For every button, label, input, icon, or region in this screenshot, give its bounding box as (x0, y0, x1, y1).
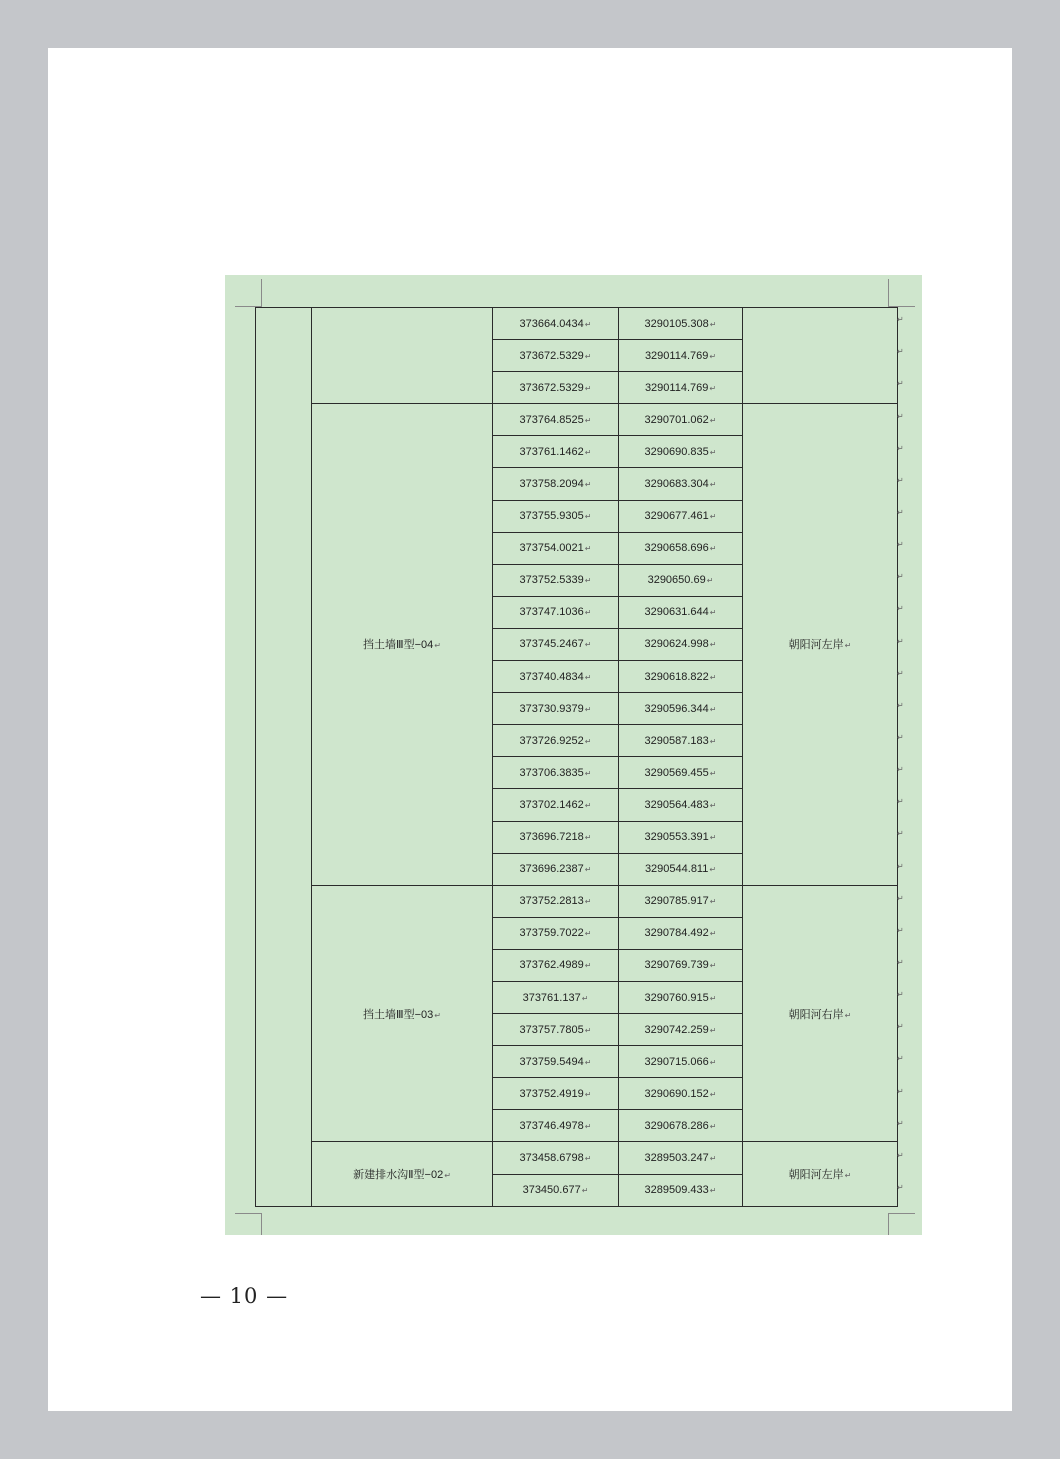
row-end-mark: ↵ (897, 861, 904, 871)
coordinate-table (255, 307, 898, 1207)
y-coordinate: 3290658.696 (644, 542, 709, 555)
return-mark: ↵ (709, 704, 717, 714)
return-mark: ↵ (584, 672, 592, 682)
x-coordinate: 373758.2094 (519, 478, 584, 491)
structure-name-cell (312, 1142, 493, 1207)
y-coordinate-cell (619, 725, 743, 757)
structure-name: 挡土墙Ⅲ型−03 (363, 1008, 434, 1021)
x-coordinate: 373761.1462 (519, 445, 584, 458)
row-end-mark: ↵ (897, 379, 904, 389)
return-mark: ↵ (709, 672, 717, 682)
return-mark: ↵ (709, 640, 717, 650)
crop-mark-bottom-right (888, 1213, 889, 1235)
return-mark: ↵ (844, 1010, 852, 1020)
y-coordinate: 3290587.183 (644, 734, 709, 747)
x-coordinate-cell (493, 1110, 619, 1142)
y-coordinate: 3290715.066 (644, 1055, 709, 1068)
y-coordinate-cell (619, 981, 743, 1013)
x-coordinate: 373730.9379 (519, 702, 584, 715)
row-end-mark: ↵ (897, 1182, 904, 1192)
y-coordinate: 3290701.062 (644, 413, 709, 426)
x-coordinate-cell (493, 981, 619, 1013)
row-end-mark: ↵ (897, 572, 904, 582)
page-number: — 10 — (200, 1284, 289, 1308)
y-coordinate-cell (619, 1110, 743, 1142)
y-coordinate-cell (619, 596, 743, 628)
y-coordinate: 3290785.917 (644, 895, 709, 908)
y-coordinate-cell (619, 789, 743, 821)
y-coordinate: 3290114.769 (644, 381, 709, 394)
x-coordinate: 373764.8525 (519, 413, 584, 426)
return-mark: ↵ (709, 1025, 717, 1035)
return-mark: ↵ (444, 1171, 451, 1181)
y-coordinate: 3290553.391 (644, 831, 709, 844)
return-mark: ↵ (584, 897, 592, 907)
return-mark: ↵ (584, 1121, 592, 1131)
y-coordinate-cell (619, 372, 743, 404)
row-end-mark: ↵ (897, 957, 904, 967)
return-mark: ↵ (584, 447, 592, 457)
embedded-table-image (225, 275, 922, 1235)
return-mark: ↵ (584, 865, 592, 875)
return-mark: ↵ (584, 576, 592, 586)
x-coordinate-cell (493, 693, 619, 725)
paragraph-marks-column (897, 307, 909, 1207)
x-coordinate: 373706.3835 (519, 766, 584, 779)
x-coordinate: 373672.5329 (519, 381, 584, 394)
x-coordinate-cell (493, 1014, 619, 1046)
x-coordinate: 373664.0434 (519, 317, 584, 330)
return-mark: ↵ (584, 415, 592, 425)
return-mark: ↵ (434, 641, 441, 651)
x-coordinate-cell (493, 1174, 619, 1206)
y-coordinate-cell (619, 693, 743, 725)
return-mark: ↵ (584, 1025, 592, 1035)
x-coordinate-cell (493, 1142, 619, 1174)
y-coordinate-cell (619, 500, 743, 532)
return-mark: ↵ (584, 800, 592, 810)
x-coordinate: 373755.9305 (519, 510, 584, 523)
return-mark: ↵ (709, 929, 717, 939)
crop-mark-top-left (261, 279, 262, 306)
return-mark: ↵ (709, 768, 717, 778)
x-coordinate-cell (493, 500, 619, 532)
y-coordinate: 3290544.811 (644, 863, 709, 876)
x-coordinate-cell (493, 436, 619, 468)
y-coordinate-cell (619, 917, 743, 949)
y-coordinate-cell (619, 1078, 743, 1110)
row-end-mark: ↵ (897, 668, 904, 678)
return-mark: ↵ (709, 319, 717, 329)
x-coordinate-cell (493, 468, 619, 500)
table-row (256, 1142, 898, 1174)
x-coordinate: 373754.0021 (519, 542, 584, 555)
return-mark: ↵ (709, 897, 717, 907)
x-coordinate: 373696.2387 (519, 863, 584, 876)
row-end-mark: ↵ (897, 507, 904, 517)
y-coordinate: 3290114.769 (644, 349, 709, 362)
structure-name-cell (312, 885, 493, 1142)
return-mark: ↵ (584, 319, 592, 329)
y-coordinate-cell (619, 1174, 743, 1206)
y-coordinate: 3290624.998 (644, 638, 709, 651)
x-coordinate-cell (493, 757, 619, 789)
document-page (48, 48, 1012, 1411)
row-end-mark: ↵ (897, 636, 904, 646)
x-coordinate: 373757.7805 (519, 1023, 584, 1036)
x-coordinate: 373745.2467 (519, 638, 584, 651)
y-coordinate-cell (619, 1014, 743, 1046)
location-cell (743, 404, 898, 885)
structure-name-cell (312, 308, 493, 404)
return-mark: ↵ (709, 351, 717, 361)
row-end-mark: ↵ (897, 893, 904, 903)
return-mark: ↵ (584, 704, 592, 714)
crop-mark-bottom-left (261, 1213, 262, 1235)
y-coordinate: 3290742.259 (644, 1023, 709, 1036)
crop-mark-top-right (888, 279, 889, 306)
x-coordinate: 373752.5339 (519, 574, 584, 587)
structure-name-cell (312, 404, 493, 885)
return-mark: ↵ (584, 512, 592, 522)
return-mark: ↵ (581, 993, 589, 1003)
x-coordinate: 373759.5494 (519, 1055, 584, 1068)
y-coordinate-cell (619, 757, 743, 789)
return-mark: ↵ (709, 415, 717, 425)
row-end-mark: ↵ (897, 411, 904, 421)
return-mark: ↵ (584, 608, 592, 618)
return-mark: ↵ (584, 383, 592, 393)
row-end-mark: ↵ (897, 540, 904, 550)
y-coordinate: 3290683.304 (644, 478, 709, 491)
return-mark: ↵ (706, 576, 714, 586)
structure-name: 挡土墙Ⅲ型−04 (363, 639, 434, 652)
return-mark: ↵ (709, 833, 717, 843)
y-coordinate: 3290105.308 (644, 317, 709, 330)
y-coordinate-cell (619, 436, 743, 468)
row-end-mark: ↵ (897, 732, 904, 742)
x-coordinate-cell (493, 532, 619, 564)
y-coordinate-cell (619, 532, 743, 564)
y-coordinate-cell (619, 404, 743, 436)
x-coordinate-cell (493, 789, 619, 821)
return-mark: ↵ (709, 800, 717, 810)
x-coordinate-cell (493, 340, 619, 372)
return-mark: ↵ (709, 447, 717, 457)
y-coordinate-cell (619, 885, 743, 917)
y-coordinate: 3290631.644 (644, 606, 709, 619)
y-coordinate-cell (619, 1046, 743, 1078)
return-mark: ↵ (434, 1010, 441, 1020)
location: 朝阳河右岸 (788, 1008, 844, 1021)
location-cell (743, 308, 898, 404)
row-end-mark: ↵ (897, 1054, 904, 1064)
return-mark: ↵ (581, 1186, 589, 1196)
y-coordinate: 3290690.835 (644, 445, 709, 458)
y-coordinate: 3290678.286 (644, 1119, 709, 1132)
return-mark: ↵ (709, 1089, 717, 1099)
x-coordinate-cell (493, 1078, 619, 1110)
row-end-mark: ↵ (897, 315, 904, 325)
row-end-mark: ↵ (897, 990, 904, 1000)
y-coordinate: 3290690.152 (644, 1087, 709, 1100)
y-coordinate: 3290618.822 (644, 670, 709, 683)
x-coordinate-cell (493, 821, 619, 853)
x-coordinate-cell (493, 853, 619, 885)
return-mark: ↵ (709, 1121, 717, 1131)
return-mark: ↵ (584, 961, 592, 971)
x-coordinate: 373726.9252 (519, 734, 584, 747)
row-end-mark: ↵ (897, 829, 904, 839)
crop-mark-bottom-left (235, 1213, 262, 1214)
return-mark: ↵ (844, 641, 852, 651)
y-coordinate: 3290769.739 (644, 959, 709, 972)
y-coordinate-cell (619, 628, 743, 660)
y-coordinate-cell (619, 661, 743, 693)
x-coordinate: 373746.4978 (519, 1119, 584, 1132)
x-coordinate: 373450.677 (522, 1184, 581, 1197)
coordinate-table-body (256, 308, 898, 1207)
x-coordinate: 373458.6798 (519, 1151, 584, 1164)
x-coordinate-cell (493, 885, 619, 917)
return-mark: ↵ (709, 993, 717, 1003)
index-cell (256, 308, 312, 1207)
y-coordinate: 3290596.344 (644, 702, 709, 715)
x-coordinate-cell (493, 725, 619, 757)
table-row (256, 404, 898, 436)
x-coordinate-cell (493, 308, 619, 340)
row-end-mark: ↵ (897, 443, 904, 453)
return-mark: ↵ (584, 736, 592, 746)
y-coordinate-cell (619, 564, 743, 596)
return-mark: ↵ (709, 512, 717, 522)
x-coordinate-cell (493, 1046, 619, 1078)
row-end-mark: ↵ (897, 1150, 904, 1160)
location-cell (743, 1142, 898, 1207)
table-row (256, 885, 898, 917)
y-coordinate-cell (619, 949, 743, 981)
return-mark: ↵ (584, 1057, 592, 1067)
x-coordinate: 373759.7022 (519, 927, 584, 940)
x-coordinate-cell (493, 661, 619, 693)
x-coordinate-cell (493, 564, 619, 596)
return-mark: ↵ (584, 351, 592, 361)
x-coordinate-cell (493, 404, 619, 436)
return-mark: ↵ (584, 833, 592, 843)
y-coordinate-cell (619, 340, 743, 372)
y-coordinate: 3290564.483 (644, 798, 709, 811)
return-mark: ↵ (709, 608, 717, 618)
y-coordinate: 3290760.915 (644, 991, 709, 1004)
y-coordinate: 3290784.492 (644, 927, 709, 940)
row-end-mark: ↵ (897, 797, 904, 807)
crop-mark-bottom-right (888, 1213, 915, 1214)
return-mark: ↵ (584, 544, 592, 554)
x-coordinate-cell (493, 917, 619, 949)
x-coordinate: 373672.5329 (519, 349, 584, 362)
return-mark: ↵ (584, 1089, 592, 1099)
x-coordinate: 373761.137 (522, 991, 581, 1004)
row-end-mark: ↵ (897, 475, 904, 485)
row-end-mark: ↵ (897, 1118, 904, 1128)
return-mark: ↵ (709, 961, 717, 971)
return-mark: ↵ (584, 929, 592, 939)
location: 朝阳河左岸 (788, 1169, 844, 1182)
x-coordinate: 373740.4834 (519, 670, 584, 683)
x-coordinate: 373752.4919 (519, 1087, 584, 1100)
row-end-mark: ↵ (897, 765, 904, 775)
location-cell (743, 885, 898, 1142)
row-end-mark: ↵ (897, 700, 904, 710)
y-coordinate: 3289503.247 (644, 1151, 709, 1164)
return-mark: ↵ (584, 640, 592, 650)
location: 朝阳河左岸 (788, 639, 844, 652)
x-coordinate: 373702.1462 (519, 798, 584, 811)
return-mark: ↵ (709, 383, 717, 393)
return-mark: ↵ (584, 1153, 592, 1163)
x-coordinate: 373752.2813 (519, 895, 584, 908)
row-end-mark: ↵ (897, 1022, 904, 1032)
return-mark: ↵ (709, 865, 717, 875)
y-coordinate: 3290677.461 (644, 510, 709, 523)
row-end-mark: ↵ (897, 604, 904, 614)
table-row (256, 308, 898, 340)
return-mark: ↵ (584, 768, 592, 778)
x-coordinate-cell (493, 596, 619, 628)
y-coordinate: 3289509.433 (644, 1184, 709, 1197)
y-coordinate-cell (619, 468, 743, 500)
y-coordinate: 3290650.69 (647, 574, 706, 587)
y-coordinate: 3290569.455 (644, 766, 709, 779)
x-coordinate-cell (493, 372, 619, 404)
row-end-mark: ↵ (897, 347, 904, 357)
return-mark: ↵ (709, 480, 717, 490)
y-coordinate-cell (619, 821, 743, 853)
return-mark: ↵ (709, 1057, 717, 1067)
x-coordinate: 373762.4989 (519, 959, 584, 972)
return-mark: ↵ (584, 480, 592, 490)
x-coordinate-cell (493, 949, 619, 981)
x-coordinate: 373696.7218 (519, 831, 584, 844)
x-coordinate: 373747.1036 (519, 606, 584, 619)
return-mark: ↵ (709, 544, 717, 554)
y-coordinate-cell (619, 853, 743, 885)
return-mark: ↵ (709, 736, 717, 746)
x-coordinate-cell (493, 628, 619, 660)
structure-name: 新建排水沟Ⅱ型−02 (353, 1169, 444, 1182)
return-mark: ↵ (709, 1153, 717, 1163)
row-end-mark: ↵ (897, 1086, 904, 1096)
row-end-mark: ↵ (897, 925, 904, 935)
y-coordinate-cell (619, 1142, 743, 1174)
return-mark: ↵ (709, 1186, 717, 1196)
return-mark: ↵ (844, 1171, 852, 1181)
y-coordinate-cell (619, 308, 743, 340)
